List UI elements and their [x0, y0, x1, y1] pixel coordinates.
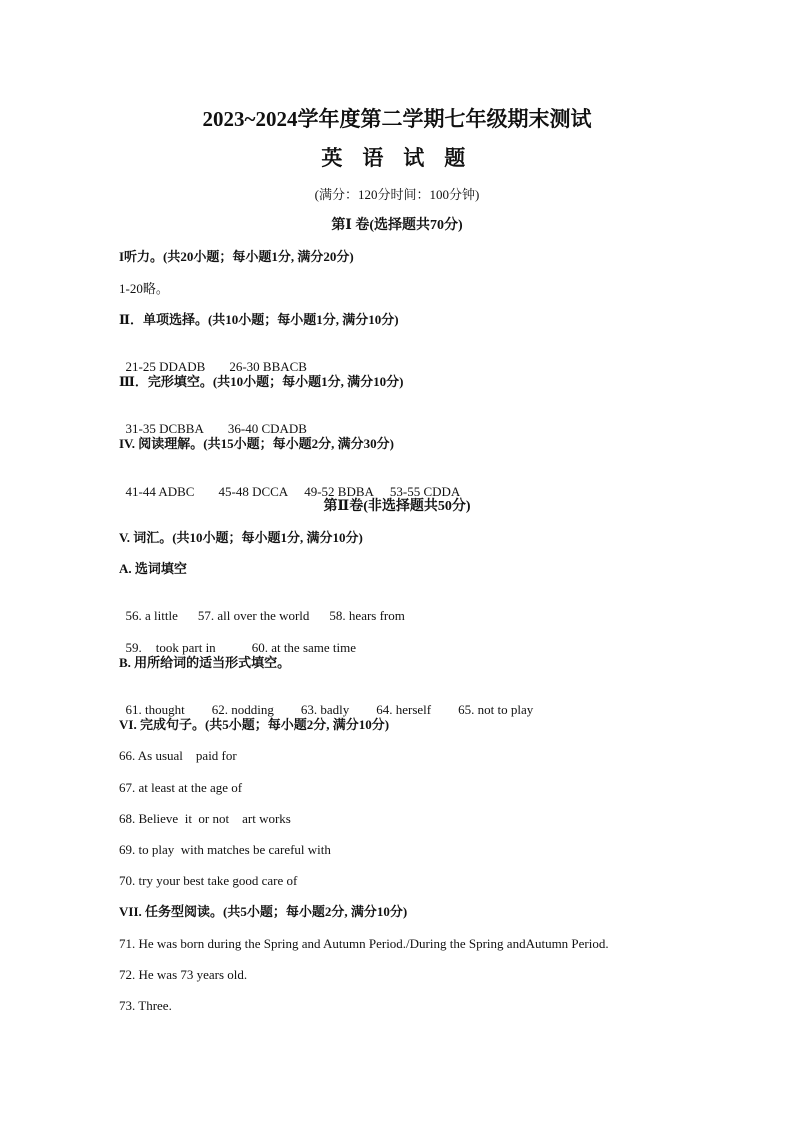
answer-item: took part in	[155, 640, 216, 655]
answer-item: 56. a little	[125, 608, 178, 623]
section6-heading: VI. 完成句子。(共5小题；每小题2分, 满分10分)	[119, 717, 390, 732]
section7-answer: 72. He was 73 years old.	[119, 967, 248, 982]
section7-heading: VII. 任务型阅读。(共5小题；每小题2分, 满分10分)	[119, 904, 408, 919]
answer-group: 21-25 DDADB	[125, 359, 206, 374]
section5-heading: V. 词汇。(共10小题；每小题1分, 满分10分)	[119, 530, 363, 545]
section7-answer: 71. He was born during the Spring and Autumn Period./During the Spring andAutumn Period.	[119, 936, 609, 951]
section1-answer: 1-20略。	[119, 281, 169, 296]
answer-group: 45-48 DCCA	[218, 484, 289, 499]
answer-item: 62. nodding	[211, 702, 274, 717]
section2-answers	[119, 343, 307, 375]
section6-answer: 66. As usual paid for	[119, 748, 237, 763]
answer-item: 57. all over the world	[197, 608, 310, 623]
answer-group: 31-35 DCBBA	[125, 421, 204, 436]
section6-answer: 70. try your best take good care of	[119, 873, 298, 888]
section5-subA: A. 选词填空	[119, 561, 187, 576]
score-info: (满分：120分时间：100分钟)	[314, 187, 480, 202]
answer-group: 41-44 ADBC	[125, 484, 195, 499]
answer-group: 53-55 CDDA	[389, 484, 461, 499]
section6-answer: 67. at least at the age of	[119, 780, 243, 795]
answer-group: 36-40 CDADB	[227, 421, 307, 436]
section5-subB: B. 用所给词的适当形式填空。	[119, 655, 291, 670]
page-title: 2023~2024学年度第二学期七年级期末测试	[202, 107, 592, 131]
section3-heading: Ⅲ．完形填空。(共10小题；每小题1分, 满分10分)	[119, 374, 404, 389]
section1-heading: I听力。(共20小题；每小题1分, 满分20分)	[119, 249, 354, 264]
section4-answers	[119, 468, 460, 500]
section5-answers-a2	[119, 624, 356, 656]
answer-item: 61. thought	[125, 702, 185, 717]
section5-answers-b	[119, 686, 533, 718]
section3-answers	[119, 405, 307, 437]
part1-header: 第Ⅰ 卷(选择题共70分)	[331, 218, 463, 233]
answer-item: 58. hears from	[329, 608, 405, 623]
section6-answer: 69. to play with matches be careful with	[119, 842, 331, 857]
answer-group: 49-52 BDBA	[304, 484, 374, 499]
section6-answer: 68. Believe it or not art works	[119, 811, 291, 826]
answer-item: 65. not to play	[458, 702, 534, 717]
answer-item: 64. herself	[376, 702, 432, 717]
answer-item: 59.	[125, 640, 142, 655]
section7-answer: 73. Three.	[119, 998, 172, 1013]
answer-item: 60. at the same time	[251, 640, 357, 655]
answer-item: 63. badly	[300, 702, 350, 717]
section5-answers-a1	[119, 592, 405, 624]
page-subtitle: 英 语 试 题	[321, 146, 473, 170]
part2-header: 第Ⅱ卷(非选择题共50分)	[323, 499, 471, 514]
section4-heading: IV. 阅读理解。(共15小题；每小题2分, 满分30分)	[119, 436, 394, 451]
section2-heading: Ⅱ．单项选择。(共10小题；每小题1分, 满分10分)	[119, 312, 399, 327]
answer-group: 26-30 BBACB	[229, 359, 307, 374]
